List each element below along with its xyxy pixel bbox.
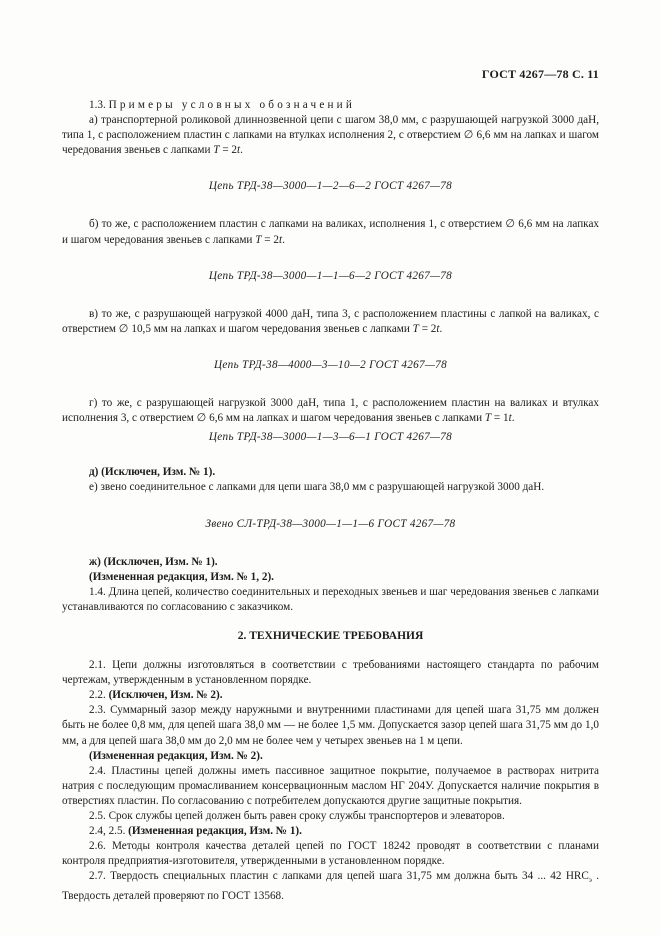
diameter-symbol: ∅	[118, 322, 129, 335]
t-step: t	[237, 144, 241, 157]
example-e-paragraph: е) звено соединительное с лапками для цепи шага 38,0 мм с разрушающей нагрузкой 3000 даН.	[89, 481, 545, 494]
t-symbol: T	[412, 322, 419, 335]
equals-two: = 2	[418, 322, 437, 335]
designation-g: Цепь ТРД-38—3000—1—3—6—1 ГОСТ 4267—78	[208, 431, 453, 444]
hardness-text: 2.7. Твердость специальных пластин с лапками для цепей шага 31,75 мм должна быть 34 ... 42 HRC	[89, 870, 589, 883]
subsection-2-1: 2.1. Цепи должны изготовляться в соответствии с требованиями настоящего стандарта по рабочим чертежам, утвержденным в установленном порядке.	[62, 659, 599, 687]
hardness-text-cont: . Твердость деталей проверяют по ГОСТ 13568.	[62, 870, 599, 902]
example-a-paragraph: а) транспортерной роликовой длиннозвенной цепи с шагом 38,0 мм, с разрушающей нагрузкой 3000 даН, типа 1, с расположением пластин с лапками на втулках исполнения 2, с отверстием ∅ 6,6 мм на лапках и шагом чередования звеньев с лапками T = 2t.	[62, 114, 599, 157]
subsection-2-7	[62, 869, 599, 903]
example-b-paragraph: б) то же, с расположением пластин с лапками на валиках, исполнения 1, с отверстием ∅ 6,6 мм на лапках и шагом чередования звеньев с лапками T = 2t.	[62, 218, 600, 246]
excluded-note: (Исключен, Изм. № 2).	[108, 689, 223, 702]
equals-two: = 2	[219, 144, 238, 157]
example-v-text: в) то же, с разрушающей нагрузкой 4000 даН, типа 3, с расположением пластины с лапкой на валиках, с отверстием	[62, 307, 599, 335]
t-symbol: T	[484, 412, 492, 425]
subsection-1-4: 1.4. Длина цепей, количество соединительных и переходных звеньев и шаг чередования звеньев с лапками устанавливаются по согласованию с заказчиком.	[62, 585, 599, 613]
t-step: t	[436, 322, 440, 335]
example-g-text-cont: 6,6 мм на лапках и шагом чередования звеньев с лапками	[206, 412, 485, 425]
subsection-2-5: 2.5. Срок службы цепей должен быть равен сроку службы транспортеров и элеваторов.	[89, 810, 505, 822]
example-zh-excluded: ж) (Исключен, Изм. № 1).	[89, 555, 218, 568]
subsection-1-3-heading	[62, 98, 599, 113]
example-g-text: г) то же, с разрушающей нагрузкой 3000 даН, типа 1, с расположением пластин на валиках и втулках исполнения 3, с отверстием	[62, 397, 599, 425]
t-symbol: T	[213, 144, 220, 157]
example-d-excluded: д) (Исключен, Изм. № 1).	[89, 466, 216, 479]
page-header: ГОСТ 4267—78 С. 11	[481, 67, 599, 81]
diameter-symbol: ∅	[196, 412, 207, 425]
example-v-paragraph: в) то же, с разрушающей нагрузкой 4000 даН, типа 3, с расположением пластины с лапкой на валиках, с отверстием ∅ 10,5 мм на лапках и шагом чередования звеньев с лапками T = 2t.	[62, 307, 599, 335]
subsection-2-4: 2.4. Пластины цепей должны иметь пассивное защитное покрытие, получаемое в растворах нитрита натрия с последующим промасливанием консервационным маслом НГ 204У. Допускается наличие покрытия в отверстиях пластин. По согласованию с потребителем допускаются другие защитные покрытия.	[62, 764, 599, 807]
section-2-title: 2. ТЕХНИЧЕСКИЕ ТРЕБОВАНИЯ	[237, 629, 424, 642]
t-step: t	[508, 412, 512, 425]
example-a-text-cont: 6,6 мм на лапках и шагом чередования звеньев с лапками	[62, 129, 599, 157]
example-a-text: а) транспортерной роликовой длиннозвенной цепи с шагом 38,0 мм, с разрушающей нагрузкой 3000 даН, типа 1, с расположением пластин с лапками на втулках исполнения 2, с отверстием	[62, 114, 599, 142]
example-v-text-cont: 10,5 мм на лапках и шагом чередования звеньев с лапками	[128, 322, 413, 335]
amendment-note-2: (Измененная редакция, Изм. № 2).	[89, 749, 263, 762]
amendment-note: (Измененная редакция, Изм. № 1).	[128, 825, 302, 838]
t-step: t	[278, 233, 283, 246]
equals-two: = 2	[261, 233, 279, 246]
designation-e: Звено СЛ-ТРД-38—3000—1—1—6 ГОСТ 4267—78	[205, 517, 456, 530]
diameter-symbol: ∅	[463, 129, 474, 142]
example-b-text-cont: 6,6 мм на лапках и шагом чередования звеньев с лапками	[62, 218, 600, 246]
document-body	[62, 98, 599, 904]
examples-heading: Примеры условных обозначений	[108, 99, 356, 111]
subsection-2-3: 2.3. Суммарный зазор между наружными и внутренними пластинами для цепей шага 31,75 мм должен быть не более 0,8 мм, для цепей шага 38,0 мм — не более 1,5 мм. Допускается зазор цепей шага 31,75 мм до 1,0 мм, а для цепей шага 38,0 мм до 2,0 мм не более чем у четырех звеньев на 1 м цепи.	[62, 704, 599, 747]
example-g-paragraph: г) то же, с разрушающей нагрузкой 3000 даН, типа 1, с расположением пластин на валиках и втулках исполнения 3, с отверстием ∅ 6,6 мм на лапках и шагом чередования звеньев с лапками T = 1t.	[62, 397, 599, 425]
t-symbol: T	[255, 233, 262, 246]
subsection-2-2	[62, 688, 599, 703]
amendment-note-1-2: (Измененная редакция, Изм. № 1, 2).	[89, 570, 274, 583]
subsection-2-6: 2.6. Методы контроля качества деталей цепей по ГОСТ 18242 проводят в соответствии с планами контроля предприятия-изготовителя, утвержденными в установленном порядке.	[62, 840, 599, 868]
subsection-number: 1.3.	[89, 99, 106, 111]
subsection-2-4-2-5-amend	[62, 824, 599, 839]
subsection-number: 2.2.	[89, 689, 109, 702]
diameter-symbol: ∅	[505, 218, 516, 231]
designation-v: Цепь ТРД-38—4000—3—10—2 ГОСТ 4267—78	[214, 358, 447, 371]
subsection-number: 2.4, 2.5.	[89, 825, 129, 838]
equals-one: = 1	[491, 412, 509, 425]
designation-b: Цепь ТРД-38—3000—1—1—6—2 ГОСТ 4267—78	[208, 269, 453, 282]
designation-a: Цепь ТРД-38—3000—1—2—6—2 ГОСТ 4267—78	[208, 180, 453, 193]
example-b-text: б) то же, с расположением пластин с лапками на валиках, исполнения 1, с отверстием	[89, 218, 506, 231]
hardness-subscript: э	[588, 876, 592, 885]
